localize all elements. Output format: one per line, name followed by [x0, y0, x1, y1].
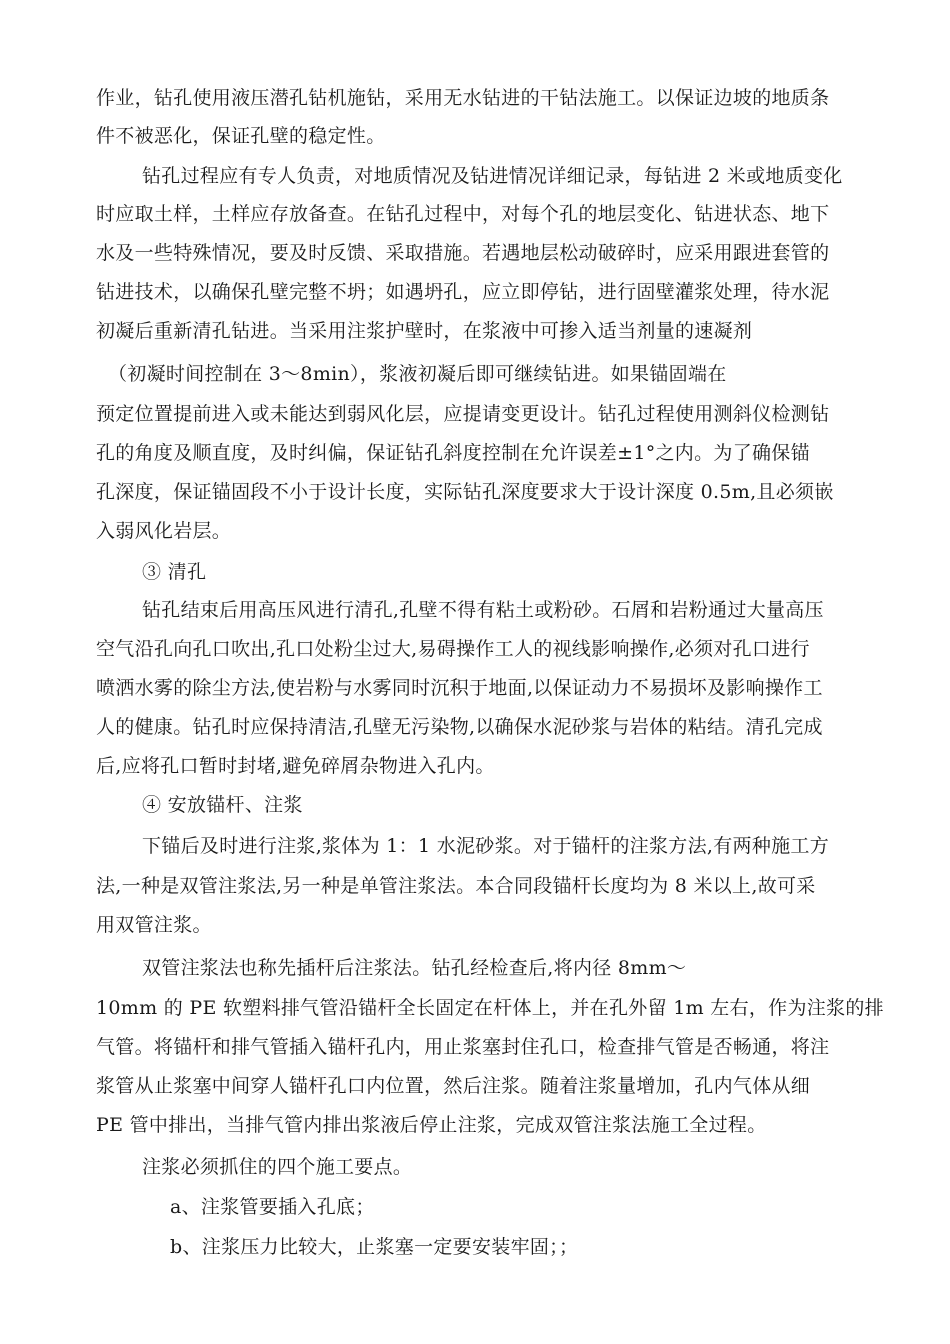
paragraph-line: 作业，钻孔使用液压潜孔钻机施钻，采用无水钻进的干钻法施工。以保证边坡的地质条 [96, 87, 830, 109]
paragraph-line: 孔的角度及顺直度，及时纠偏，保证钻孔斜度控制在允许误差±1°之内。为了确保锚 [96, 442, 810, 464]
paragraph-line: 件不被恶化，保证孔壁的稳定性。 [96, 125, 386, 147]
paragraph-line: 预定位置提前进入或未能达到弱风化层，应提请变更设计。钻孔过程使用测斜仪检测钻 [96, 403, 830, 425]
paragraph-line: 入弱风化岩层。 [96, 520, 232, 542]
paragraph-line: 10mm 的 PE 软塑料排气管沿锚杆全长固定在杆体上，并在孔外留 1m 左右，作为注浆的排 [96, 997, 884, 1019]
paragraph-line: 孔深度，保证锚固段不小于设计长度，实际钻孔深度要求大于设计深度 0.5m,且必须嵌 [96, 481, 834, 503]
paragraph-line: 时应取土样，土样应存放备查。在钻孔过程中，对每个孔的地层变化、钻进状态、地下 [96, 203, 830, 225]
section-heading: ③ 清孔 [142, 561, 207, 583]
paragraph-line: 双管注浆法也称先插杆后注浆法。钻孔经检查后,将内径 8mm～ [142, 957, 687, 979]
paragraph-line: 后,应将孔口暂时封堵,避免碎屑杂物进入孔内。 [96, 755, 495, 777]
paragraph-line: 用双管注浆。 [96, 914, 212, 936]
paragraph-line: 浆管从止浆塞中间穿人锚杆孔口内位置，然后注浆。随着注浆量增加，孔内气体从细 [96, 1075, 811, 1097]
section-heading: ④ 安放锚杆、注浆 [142, 794, 303, 816]
list-item: b、注浆压力比较大，止浆塞一定要安装牢固；； [170, 1236, 579, 1258]
paragraph-line: 人的健康。钻孔时应保持清洁,孔壁无污染物,以确保水泥砂浆与岩体的粘结。清孔完成 [96, 716, 823, 738]
paragraph-line: 钻进技术，以确保孔壁完整不坍；如遇坍孔，应立即停钻，进行固壁灌浆处理，待水泥 [96, 281, 830, 303]
paragraph-line: 钻孔过程应有专人负责，对地质情况及钻进情况详细记录，每钻进 2 米或地质变化 [142, 165, 843, 187]
paragraph-line: 注浆必须抓住的四个施工要点。 [142, 1156, 413, 1178]
paragraph-line: 法,一种是双管注浆法,另一种是单管注浆法。本合同段锚杆长度均为 8 米以上,故可采 [96, 875, 816, 897]
paragraph-line: PE 管中排出，当排气管内排出浆液后停止注浆，完成双管注浆法施工全过程。 [96, 1114, 767, 1136]
paragraph-line: 喷洒水雾的除尘方法,使岩粉与水雾同时沉积于地面,以保证动力不易损坏及影响操作工 [96, 677, 823, 699]
paragraph-line: 气管。将锚杆和排气管插入锚杆孔内，用止浆塞封住孔口，检查排气管是否畅通，将注 [96, 1036, 830, 1058]
paragraph-line: 钻孔结束后用高压风进行清孔,孔壁不得有粘土或粉砂。石屑和岩粉通过大量高压 [142, 599, 824, 621]
paragraph-line: 水及一些特殊情况，要及时反馈、采取措施。若遇地层松动破碎时，应采用跟进套管的 [96, 242, 830, 264]
paragraph-line: 初凝后重新清孔钻进。当采用注浆护壁时，在浆液中可掺入适当剂量的速凝剂 [96, 320, 753, 342]
list-item: a、注浆管要插入孔底； [170, 1196, 375, 1218]
paragraph-line: （初凝时间控制在 3～8min），浆液初凝后即可继续钻进。如果锚固端在 [108, 363, 727, 385]
paragraph-line: 空气沿孔向孔口吹出,孔口处粉尘过大,易碍操作工人的视线影响操作,必须对孔口进行 [96, 638, 810, 660]
paragraph-line: 下锚后及时进行注浆,浆体为 1：1 水泥砂浆。对于锚杆的注浆方法,有两种施工方 [142, 835, 830, 857]
